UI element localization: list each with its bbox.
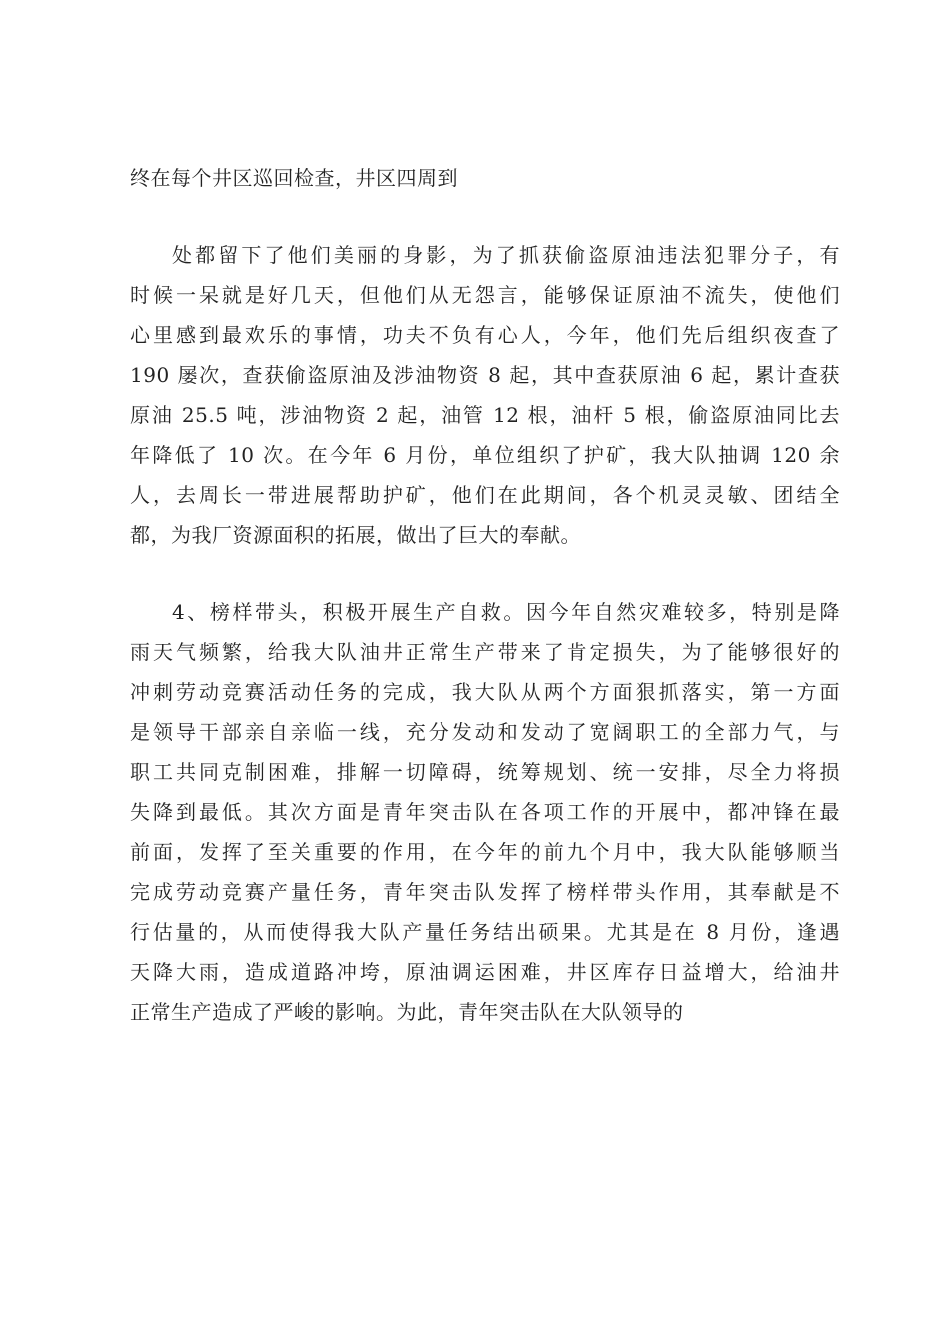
text-line: 完成劳动竞赛产量任务，青年突击队发挥了榜样带头作用，其奉献是不 — [130, 880, 840, 904]
text-line: 终在每个井区巡回检查，井区四周到 — [130, 166, 458, 190]
text-line: 时候一呆就是好几天，但他们从无怨言，能够保证原油不流失，使他们 — [130, 283, 840, 307]
text-line: 职工共同克制困难，排解一切障碍，统筹规划、统一安排，尽全力将损 — [130, 760, 840, 784]
text-line: 失降到最低。其次方面是青年突击队在各项工作的开展中，都冲锋在最 — [130, 800, 840, 824]
text-line: 行估量的，从而使得我大队产量任务结出硕果。尤其是在 8 月份，逢遇 — [130, 920, 840, 944]
document-body — [130, 158, 840, 1032]
paragraph — [130, 235, 840, 555]
paragraph-gap — [130, 198, 840, 235]
text-line: 年降低了 10 次。在今年 6 月份，单位组织了护矿，我大队抽调 120 余 — [130, 443, 840, 467]
paragraph-gap — [130, 555, 840, 592]
text-line: 是领导干部亲自亲临一线，充分发动和发动了宽阔职工的全部力气，与 — [130, 720, 840, 744]
text-line: 天降大雨，造成道路冲垮，原油调运困难，井区库存日益增大，给油井 — [130, 960, 840, 984]
text-line: 都，为我厂资源面积的拓展，做出了巨大的奉献。 — [130, 523, 581, 547]
paragraph — [130, 592, 840, 1032]
text-line: 正常生产造成了严峻的影响。为此，青年突击队在大队领导的 — [130, 1000, 684, 1024]
text-line: 雨天气频繁，给我大队油井正常生产带来了肯定损失，为了能够很好的 — [130, 640, 840, 664]
text-line: 心里感到最欢乐的事情，功夫不负有心人，今年，他们先后组织夜查了 — [130, 323, 840, 347]
text-line: 4、榜样带头，积极开展生产自救。因今年自然灾难较多，特别是降 — [172, 600, 840, 624]
text-line: 人，去周长一带进展帮助护矿，他们在此期间，各个机灵灵敏、团结全 — [130, 483, 840, 507]
text-line: 处都留下了他们美丽的身影，为了抓获偷盗原油违法犯罪分子，有 — [172, 243, 840, 267]
text-line: 原油 25.5 吨，涉油物资 2 起，油管 12 根，油杆 5 根，偷盗原油同比去 — [130, 403, 840, 427]
paragraph — [130, 158, 840, 198]
text-line: 190 屡次，查获偷盗原油及涉油物资 8 起，其中查获原油 6 起，累计查获 — [130, 363, 840, 387]
text-line: 前面，发挥了至关重要的作用，在今年的前九个月中，我大队能够顺当 — [130, 840, 840, 864]
text-line: 冲刺劳动竞赛活动任务的完成，我大队从两个方面狠抓落实，第一方面 — [130, 680, 840, 704]
